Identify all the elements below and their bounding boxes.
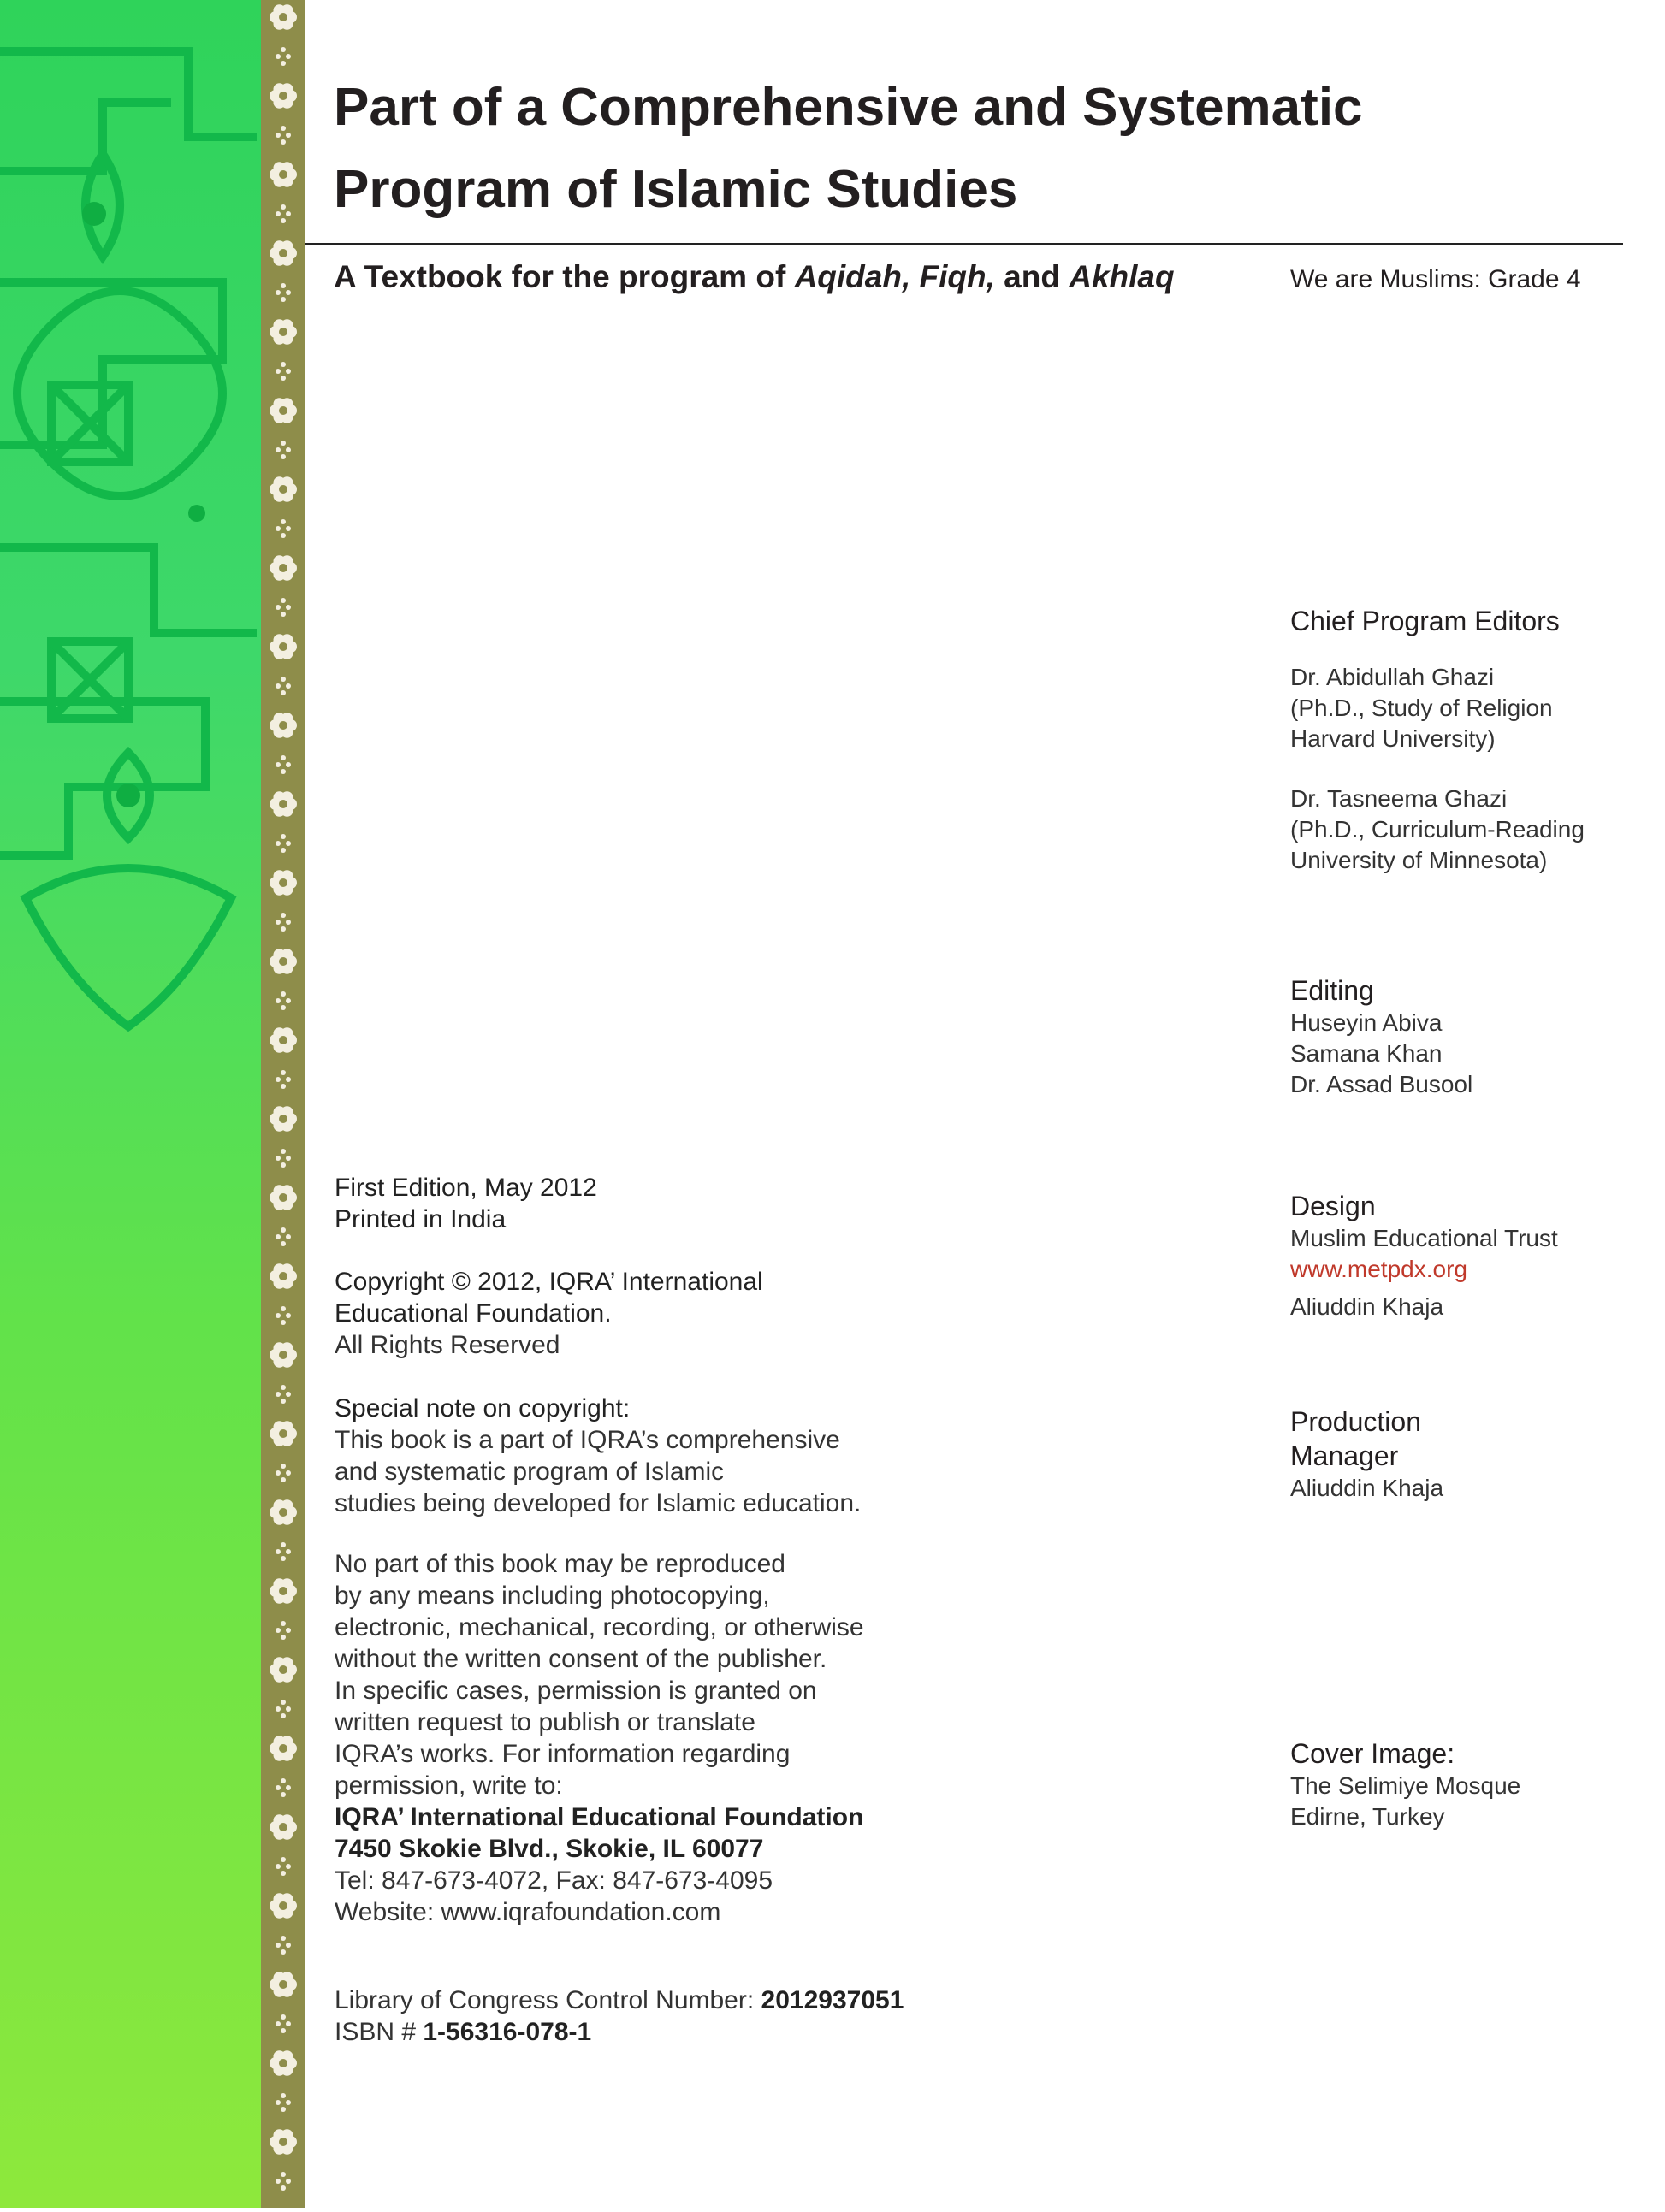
production-name: Aliuddin Khaja xyxy=(1290,1475,1444,1501)
cover-image-heading: Cover Image: xyxy=(1290,1738,1455,1769)
dot-motif-icon xyxy=(276,1227,291,1246)
printed-line: Printed in India xyxy=(335,1205,507,1233)
floral-border-strip xyxy=(261,0,305,2208)
dot-motif-icon xyxy=(276,1464,291,1482)
design-name: Aliuddin Khaja xyxy=(1290,1293,1444,1320)
dot-motif-icon xyxy=(276,755,291,774)
dot-motif-icon xyxy=(276,283,291,302)
dot-motif-icon xyxy=(276,913,291,932)
dot-motif-icon xyxy=(276,1621,291,1640)
flower-motif-icon xyxy=(270,1421,297,1446)
special-note-block xyxy=(335,1393,951,1519)
editing-heading: Editing xyxy=(1290,975,1374,1006)
edition-line: First Edition, May 2012 xyxy=(335,1174,597,1202)
design-org: Muslim Educational Trust xyxy=(1290,1225,1558,1251)
title-line-2: Program of Islamic Studies xyxy=(334,160,1018,219)
dot-motif-icon xyxy=(276,126,291,145)
reproduction-block xyxy=(335,1548,951,1928)
dot-motif-icon xyxy=(276,1542,291,1561)
dot-motif-icon xyxy=(276,519,291,538)
dot-motif-icon xyxy=(276,204,291,223)
publisher-website: Website: www.iqrafoundation.com xyxy=(335,1898,721,1926)
subtitle-prefix: A Textbook for the program of xyxy=(334,259,795,294)
reproduction-line: In specific cases, permission is granted on xyxy=(335,1677,817,1705)
flower-motif-icon xyxy=(270,949,297,974)
dot-motif-icon xyxy=(276,1385,291,1404)
isbn-label: ISBN # xyxy=(335,2018,424,2046)
reproduction-line: IQRA’s works. For information regarding xyxy=(335,1740,791,1768)
lccn-label: Library of Congress Control Number: xyxy=(335,1986,761,2014)
dot-motif-icon xyxy=(276,1936,291,1955)
publisher-address: 7450 Skokie Blvd., Skokie, IL 60077 xyxy=(335,1835,764,1863)
copyright-block xyxy=(335,1266,951,1361)
production-block xyxy=(1290,1405,1632,1504)
flower-motif-icon xyxy=(270,634,297,659)
dot-motif-icon xyxy=(276,1149,291,1168)
publisher-phone: Tel: 847-673-4072, Fax: 847-673-4095 xyxy=(335,1866,773,1895)
editor-1-degree: (Ph.D., Study of Religion xyxy=(1290,695,1553,721)
dot-motif-icon xyxy=(276,598,291,617)
dot-motif-icon xyxy=(276,677,291,695)
chief-editors-heading: Chief Program Editors xyxy=(1290,606,1560,636)
subtitle-joiner: and xyxy=(994,259,1070,294)
special-note-heading: Special note on copyright: xyxy=(335,1394,631,1422)
special-note-line: This book is a part of IQRA’s comprehensive xyxy=(335,1426,840,1454)
dot-motif-icon xyxy=(276,1857,291,1876)
rights-reserved: All Rights Reserved xyxy=(335,1331,560,1359)
design-url-link[interactable]: www.metpdx.org xyxy=(1290,1256,1467,1282)
dot-motif-icon xyxy=(276,991,291,1010)
special-note-line: and systematic program of Islamic xyxy=(335,1458,725,1486)
dot-motif-icon xyxy=(276,1306,291,1325)
production-heading-line-1: Production xyxy=(1290,1406,1421,1437)
editor-2-degree: (Ph.D., Curriculum-Reading xyxy=(1290,816,1585,843)
copyright-line-2: Educational Foundation. xyxy=(335,1299,612,1328)
dot-motif-icon xyxy=(276,2014,291,2033)
special-note-line: studies being developed for Islamic education. xyxy=(335,1489,862,1517)
flower-border-icon xyxy=(261,0,305,2208)
grade-label: We are Muslims: Grade 4 xyxy=(1290,265,1581,293)
dot-motif-icon xyxy=(276,1700,291,1718)
editing-name: Huseyin Abiva xyxy=(1290,1009,1443,1036)
flower-motif-icon xyxy=(270,1578,297,1604)
subtitle-term-fiqh: Fiqh, xyxy=(919,259,995,294)
flower-motif-icon xyxy=(270,398,297,423)
flower-motif-icon xyxy=(270,1185,297,1210)
design-block xyxy=(1290,1189,1632,1322)
editing-block xyxy=(1290,973,1632,1100)
cover-image-block xyxy=(1290,1736,1632,1832)
textbook-subtitle xyxy=(334,259,1175,295)
reproduction-line: by any means including photocopying, xyxy=(335,1582,770,1610)
editor-1-university: Harvard University) xyxy=(1290,725,1496,752)
subtitle-term-aqidah: Aqidah, xyxy=(794,259,911,294)
flower-motif-icon xyxy=(270,83,297,109)
flower-motif-icon xyxy=(270,1893,297,1919)
reproduction-line: without the written consent of the publisher. xyxy=(335,1645,827,1673)
flower-motif-icon xyxy=(270,1972,297,1997)
editing-name: Dr. Assad Busool xyxy=(1290,1071,1473,1097)
flower-motif-icon xyxy=(270,1027,297,1053)
dot-motif-icon xyxy=(276,1778,291,1797)
design-heading: Design xyxy=(1290,1191,1376,1221)
dot-motif-icon xyxy=(276,1070,291,1089)
dot-motif-icon xyxy=(276,2172,291,2191)
flower-motif-icon xyxy=(270,1736,297,1761)
cover-image-line-2: Edirne, Turkey xyxy=(1290,1803,1445,1830)
flower-motif-icon xyxy=(270,4,297,30)
flower-motif-icon xyxy=(270,240,297,266)
reproduction-line: written request to publish or translate xyxy=(335,1708,755,1736)
editing-name: Samana Khan xyxy=(1290,1040,1443,1067)
copyright-line-1: Copyright © 2012, IQRA’ International xyxy=(335,1268,763,1296)
flower-motif-icon xyxy=(270,1342,297,1368)
publisher-name: IQRA’ International Educational Foundation xyxy=(335,1803,864,1831)
chief-editors-block xyxy=(1290,604,1632,876)
lccn-value: 2012937051 xyxy=(761,1986,904,2014)
flower-motif-icon xyxy=(270,555,297,581)
flower-motif-icon xyxy=(270,2129,297,2155)
editor-1-name: Dr. Abidullah Ghazi xyxy=(1290,664,1495,690)
cover-image-line-1: The Selimiye Mosque xyxy=(1290,1772,1521,1799)
flower-motif-icon xyxy=(270,162,297,187)
production-heading-line-2: Manager xyxy=(1290,1440,1399,1471)
flower-motif-icon xyxy=(270,319,297,345)
page-title xyxy=(334,67,1566,231)
dot-motif-icon xyxy=(276,441,291,459)
flower-motif-icon xyxy=(270,713,297,738)
edition-block xyxy=(335,1172,951,1235)
reproduction-line: electronic, mechanical, recording, or otherwise xyxy=(335,1613,864,1641)
editor-2-university: University of Minnesota) xyxy=(1290,847,1548,873)
flower-motif-icon xyxy=(270,791,297,817)
title-line-1: Part of a Comprehensive and Systematic xyxy=(334,78,1363,137)
dot-motif-icon xyxy=(276,834,291,853)
library-block xyxy=(335,1984,951,2048)
isbn-value: 1-56316-078-1 xyxy=(423,2018,592,2046)
dot-motif-icon xyxy=(276,47,291,66)
decorative-green-panel xyxy=(0,0,261,2208)
editor-2-name: Dr. Tasneema Ghazi xyxy=(1290,785,1508,812)
flower-motif-icon xyxy=(270,2050,297,2076)
title-divider xyxy=(305,243,1623,245)
arabesque-pattern-icon xyxy=(0,0,261,1078)
flower-motif-icon xyxy=(270,476,297,502)
flower-motif-icon xyxy=(270,1657,297,1683)
flower-motif-icon xyxy=(270,1106,297,1132)
reproduction-line: permission, write to: xyxy=(335,1771,563,1800)
flower-motif-icon xyxy=(270,870,297,896)
flower-motif-icon xyxy=(270,1499,297,1525)
dot-motif-icon xyxy=(276,362,291,381)
subtitle-term-akhlaq: Akhlaq xyxy=(1069,259,1175,294)
flower-motif-icon xyxy=(270,1814,297,1840)
dot-motif-icon xyxy=(276,2093,291,2112)
flower-motif-icon xyxy=(270,1263,297,1289)
reproduction-line: No part of this book may be reproduced xyxy=(335,1550,785,1578)
